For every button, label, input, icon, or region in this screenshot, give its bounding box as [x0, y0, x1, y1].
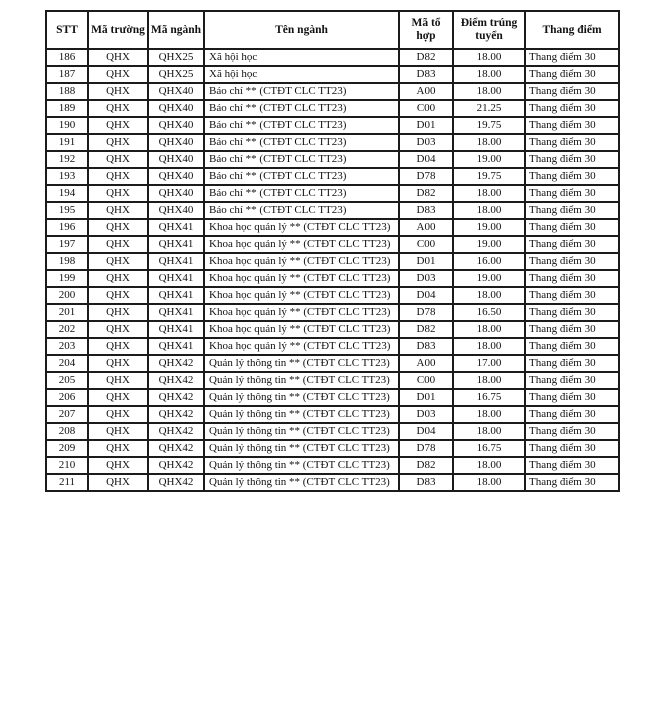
header-subject-combo: Mã tổ hợp	[399, 11, 453, 49]
cell-stt: 204	[46, 355, 88, 372]
cell-school-code: QHX	[88, 151, 148, 168]
cell-score-scale: Thang điểm 30	[525, 83, 619, 100]
table-row	[46, 270, 619, 287]
cell-major-code: QHX40	[148, 83, 204, 100]
table-row	[46, 372, 619, 389]
cell-major-code: QHX40	[148, 202, 204, 219]
cell-admission-score: 16.00	[453, 253, 525, 270]
cell-score-scale: Thang điểm 30	[525, 134, 619, 151]
cell-major-code: QHX42	[148, 474, 204, 491]
cell-score-scale: Thang điểm 30	[525, 185, 619, 202]
table-row	[46, 134, 619, 151]
cell-stt: 202	[46, 321, 88, 338]
cell-score-scale: Thang điểm 30	[525, 423, 619, 440]
cell-stt: 192	[46, 151, 88, 168]
cell-major-code: QHX25	[148, 66, 204, 83]
cell-admission-score: 18.00	[453, 49, 525, 66]
cell-school-code: QHX	[88, 49, 148, 66]
cell-subject-combo: D82	[399, 457, 453, 474]
cell-stt: 203	[46, 338, 88, 355]
table-header	[46, 11, 619, 49]
cell-major-code: QHX42	[148, 406, 204, 423]
cell-stt: 198	[46, 253, 88, 270]
cell-major-code: QHX41	[148, 219, 204, 236]
cell-stt: 189	[46, 100, 88, 117]
table-row	[46, 406, 619, 423]
cell-school-code: QHX	[88, 287, 148, 304]
cell-subject-combo: D01	[399, 253, 453, 270]
cell-stt: 187	[46, 66, 88, 83]
header-stt: STT	[46, 11, 88, 49]
table-row	[46, 474, 619, 491]
cell-major-code: QHX25	[148, 49, 204, 66]
cell-major-code: QHX41	[148, 321, 204, 338]
cell-major-code: QHX40	[148, 151, 204, 168]
cell-admission-score: 17.00	[453, 355, 525, 372]
cell-major-name: Quản lý thông tin ** (CTĐT CLC TT23)	[204, 389, 399, 406]
cell-subject-combo: D82	[399, 321, 453, 338]
cell-admission-score: 19.75	[453, 117, 525, 134]
cell-school-code: QHX	[88, 219, 148, 236]
cell-stt: 201	[46, 304, 88, 321]
admission-scores-table	[45, 10, 620, 492]
cell-score-scale: Thang điểm 30	[525, 287, 619, 304]
header-school-code: Mã trường	[88, 11, 148, 49]
cell-major-name: Báo chí ** (CTĐT CLC TT23)	[204, 151, 399, 168]
cell-school-code: QHX	[88, 321, 148, 338]
cell-stt: 207	[46, 406, 88, 423]
cell-major-name: Quản lý thông tin ** (CTĐT CLC TT23)	[204, 372, 399, 389]
cell-score-scale: Thang điểm 30	[525, 151, 619, 168]
cell-school-code: QHX	[88, 134, 148, 151]
cell-admission-score: 18.00	[453, 457, 525, 474]
cell-score-scale: Thang điểm 30	[525, 355, 619, 372]
cell-admission-score: 16.75	[453, 440, 525, 457]
table-row	[46, 100, 619, 117]
cell-major-name: Quản lý thông tin ** (CTĐT CLC TT23)	[204, 474, 399, 491]
cell-school-code: QHX	[88, 168, 148, 185]
cell-score-scale: Thang điểm 30	[525, 321, 619, 338]
cell-stt: 196	[46, 219, 88, 236]
cell-school-code: QHX	[88, 338, 148, 355]
cell-subject-combo: D82	[399, 49, 453, 66]
cell-major-name: Báo chí ** (CTĐT CLC TT23)	[204, 185, 399, 202]
cell-major-code: QHX40	[148, 117, 204, 134]
cell-admission-score: 19.75	[453, 168, 525, 185]
cell-major-name: Quản lý thông tin ** (CTĐT CLC TT23)	[204, 355, 399, 372]
cell-subject-combo: D03	[399, 270, 453, 287]
table-row	[46, 321, 619, 338]
cell-major-code: QHX41	[148, 338, 204, 355]
cell-major-name: Quản lý thông tin ** (CTĐT CLC TT23)	[204, 423, 399, 440]
cell-stt: 193	[46, 168, 88, 185]
cell-major-name: Khoa học quản lý ** (CTĐT CLC TT23)	[204, 287, 399, 304]
header-admission-score: Điểm trúng tuyển	[453, 11, 525, 49]
table-row	[46, 287, 619, 304]
table-row	[46, 66, 619, 83]
cell-school-code: QHX	[88, 117, 148, 134]
table-row	[46, 83, 619, 100]
cell-school-code: QHX	[88, 474, 148, 491]
table-row	[46, 168, 619, 185]
header-major-name: Tên ngành	[204, 11, 399, 49]
cell-major-name: Khoa học quản lý ** (CTĐT CLC TT23)	[204, 219, 399, 236]
cell-school-code: QHX	[88, 100, 148, 117]
cell-school-code: QHX	[88, 66, 148, 83]
cell-admission-score: 19.00	[453, 219, 525, 236]
cell-school-code: QHX	[88, 202, 148, 219]
cell-subject-combo: D01	[399, 389, 453, 406]
cell-subject-combo: D01	[399, 117, 453, 134]
cell-major-name: Khoa học quản lý ** (CTĐT CLC TT23)	[204, 253, 399, 270]
cell-school-code: QHX	[88, 236, 148, 253]
cell-major-code: QHX40	[148, 134, 204, 151]
cell-major-name: Khoa học quản lý ** (CTĐT CLC TT23)	[204, 304, 399, 321]
cell-major-code: QHX40	[148, 185, 204, 202]
cell-subject-combo: D04	[399, 287, 453, 304]
cell-subject-combo: D83	[399, 66, 453, 83]
cell-major-code: QHX41	[148, 253, 204, 270]
cell-school-code: QHX	[88, 406, 148, 423]
cell-stt: 197	[46, 236, 88, 253]
cell-school-code: QHX	[88, 270, 148, 287]
cell-school-code: QHX	[88, 304, 148, 321]
cell-school-code: QHX	[88, 457, 148, 474]
cell-major-name: Xã hội học	[204, 66, 399, 83]
cell-stt: 209	[46, 440, 88, 457]
cell-subject-combo: D04	[399, 151, 453, 168]
cell-stt: 206	[46, 389, 88, 406]
cell-stt: 191	[46, 134, 88, 151]
table-row	[46, 304, 619, 321]
cell-subject-combo: C00	[399, 100, 453, 117]
cell-admission-score: 19.00	[453, 236, 525, 253]
cell-school-code: QHX	[88, 185, 148, 202]
cell-major-name: Quản lý thông tin ** (CTĐT CLC TT23)	[204, 457, 399, 474]
cell-major-name: Báo chí ** (CTĐT CLC TT23)	[204, 100, 399, 117]
table-row	[46, 355, 619, 372]
cell-subject-combo: A00	[399, 219, 453, 236]
cell-score-scale: Thang điểm 30	[525, 338, 619, 355]
cell-admission-score: 18.00	[453, 83, 525, 100]
cell-admission-score: 18.00	[453, 406, 525, 423]
cell-admission-score: 18.00	[453, 423, 525, 440]
cell-major-name: Khoa học quản lý ** (CTĐT CLC TT23)	[204, 338, 399, 355]
cell-major-code: QHX40	[148, 100, 204, 117]
table-row	[46, 185, 619, 202]
cell-score-scale: Thang điểm 30	[525, 236, 619, 253]
cell-score-scale: Thang điểm 30	[525, 66, 619, 83]
cell-major-code: QHX41	[148, 304, 204, 321]
cell-subject-combo: D04	[399, 423, 453, 440]
cell-subject-combo: A00	[399, 355, 453, 372]
cell-major-code: QHX42	[148, 457, 204, 474]
cell-school-code: QHX	[88, 355, 148, 372]
cell-major-name: Khoa học quản lý ** (CTĐT CLC TT23)	[204, 236, 399, 253]
cell-score-scale: Thang điểm 30	[525, 406, 619, 423]
cell-stt: 188	[46, 83, 88, 100]
cell-admission-score: 18.00	[453, 474, 525, 491]
cell-stt: 195	[46, 202, 88, 219]
cell-major-code: QHX42	[148, 372, 204, 389]
cell-score-scale: Thang điểm 30	[525, 474, 619, 491]
cell-major-name: Báo chí ** (CTĐT CLC TT23)	[204, 202, 399, 219]
cell-major-code: QHX42	[148, 423, 204, 440]
cell-score-scale: Thang điểm 30	[525, 440, 619, 457]
table-row	[46, 423, 619, 440]
cell-stt: 190	[46, 117, 88, 134]
header-major-code: Mã ngành	[148, 11, 204, 49]
cell-major-name: Khoa học quản lý ** (CTĐT CLC TT23)	[204, 270, 399, 287]
cell-major-name: Báo chí ** (CTĐT CLC TT23)	[204, 117, 399, 134]
cell-admission-score: 19.00	[453, 151, 525, 168]
cell-subject-combo: D82	[399, 185, 453, 202]
cell-admission-score: 18.00	[453, 66, 525, 83]
cell-score-scale: Thang điểm 30	[525, 457, 619, 474]
cell-admission-score: 18.00	[453, 321, 525, 338]
table-row	[46, 202, 619, 219]
cell-score-scale: Thang điểm 30	[525, 219, 619, 236]
cell-admission-score: 18.00	[453, 338, 525, 355]
cell-admission-score: 18.00	[453, 134, 525, 151]
cell-major-name: Quản lý thông tin ** (CTĐT CLC TT23)	[204, 440, 399, 457]
cell-stt: 194	[46, 185, 88, 202]
cell-subject-combo: D03	[399, 406, 453, 423]
cell-stt: 208	[46, 423, 88, 440]
cell-score-scale: Thang điểm 30	[525, 304, 619, 321]
cell-major-code: QHX41	[148, 236, 204, 253]
cell-stt: 210	[46, 457, 88, 474]
cell-subject-combo: D83	[399, 338, 453, 355]
cell-major-code: QHX42	[148, 389, 204, 406]
cell-admission-score: 18.00	[453, 202, 525, 219]
cell-score-scale: Thang điểm 30	[525, 117, 619, 134]
cell-score-scale: Thang điểm 30	[525, 100, 619, 117]
cell-school-code: QHX	[88, 372, 148, 389]
cell-subject-combo: D78	[399, 304, 453, 321]
cell-school-code: QHX	[88, 83, 148, 100]
cell-stt: 200	[46, 287, 88, 304]
cell-stt: 205	[46, 372, 88, 389]
cell-score-scale: Thang điểm 30	[525, 389, 619, 406]
table-row	[46, 151, 619, 168]
header-score-scale: Thang điểm	[525, 11, 619, 49]
cell-major-name: Xã hội học	[204, 49, 399, 66]
cell-school-code: QHX	[88, 389, 148, 406]
table-row	[46, 49, 619, 66]
cell-admission-score: 18.00	[453, 372, 525, 389]
table-body	[46, 49, 619, 491]
cell-major-name: Báo chí ** (CTĐT CLC TT23)	[204, 134, 399, 151]
cell-score-scale: Thang điểm 30	[525, 49, 619, 66]
cell-major-code: QHX42	[148, 355, 204, 372]
cell-major-code: QHX40	[148, 168, 204, 185]
cell-stt: 211	[46, 474, 88, 491]
cell-major-name: Quản lý thông tin ** (CTĐT CLC TT23)	[204, 406, 399, 423]
table-row	[46, 440, 619, 457]
cell-admission-score: 19.00	[453, 270, 525, 287]
cell-major-code: QHX42	[148, 440, 204, 457]
cell-subject-combo: D83	[399, 202, 453, 219]
cell-school-code: QHX	[88, 423, 148, 440]
cell-subject-combo: D03	[399, 134, 453, 151]
cell-subject-combo: A00	[399, 83, 453, 100]
cell-subject-combo: D78	[399, 168, 453, 185]
cell-score-scale: Thang điểm 30	[525, 270, 619, 287]
table-row	[46, 236, 619, 253]
cell-stt: 199	[46, 270, 88, 287]
cell-major-code: QHX41	[148, 270, 204, 287]
cell-subject-combo: C00	[399, 372, 453, 389]
cell-school-code: QHX	[88, 253, 148, 270]
cell-major-name: Khoa học quản lý ** (CTĐT CLC TT23)	[204, 321, 399, 338]
table-row	[46, 219, 619, 236]
table-row	[46, 117, 619, 134]
cell-score-scale: Thang điểm 30	[525, 372, 619, 389]
cell-stt: 186	[46, 49, 88, 66]
table-row	[46, 338, 619, 355]
cell-subject-combo: D78	[399, 440, 453, 457]
cell-school-code: QHX	[88, 440, 148, 457]
table-row	[46, 253, 619, 270]
cell-admission-score: 18.00	[453, 185, 525, 202]
cell-score-scale: Thang điểm 30	[525, 253, 619, 270]
cell-admission-score: 18.00	[453, 287, 525, 304]
cell-score-scale: Thang điểm 30	[525, 168, 619, 185]
table-row	[46, 457, 619, 474]
cell-major-name: Báo chí ** (CTĐT CLC TT23)	[204, 83, 399, 100]
table-row	[46, 389, 619, 406]
cell-admission-score: 16.75	[453, 389, 525, 406]
cell-subject-combo: D83	[399, 474, 453, 491]
cell-admission-score: 16.50	[453, 304, 525, 321]
header-row	[46, 11, 619, 49]
cell-major-code: QHX41	[148, 287, 204, 304]
cell-major-name: Báo chí ** (CTĐT CLC TT23)	[204, 168, 399, 185]
cell-score-scale: Thang điểm 30	[525, 202, 619, 219]
cell-subject-combo: C00	[399, 236, 453, 253]
cell-admission-score: 21.25	[453, 100, 525, 117]
